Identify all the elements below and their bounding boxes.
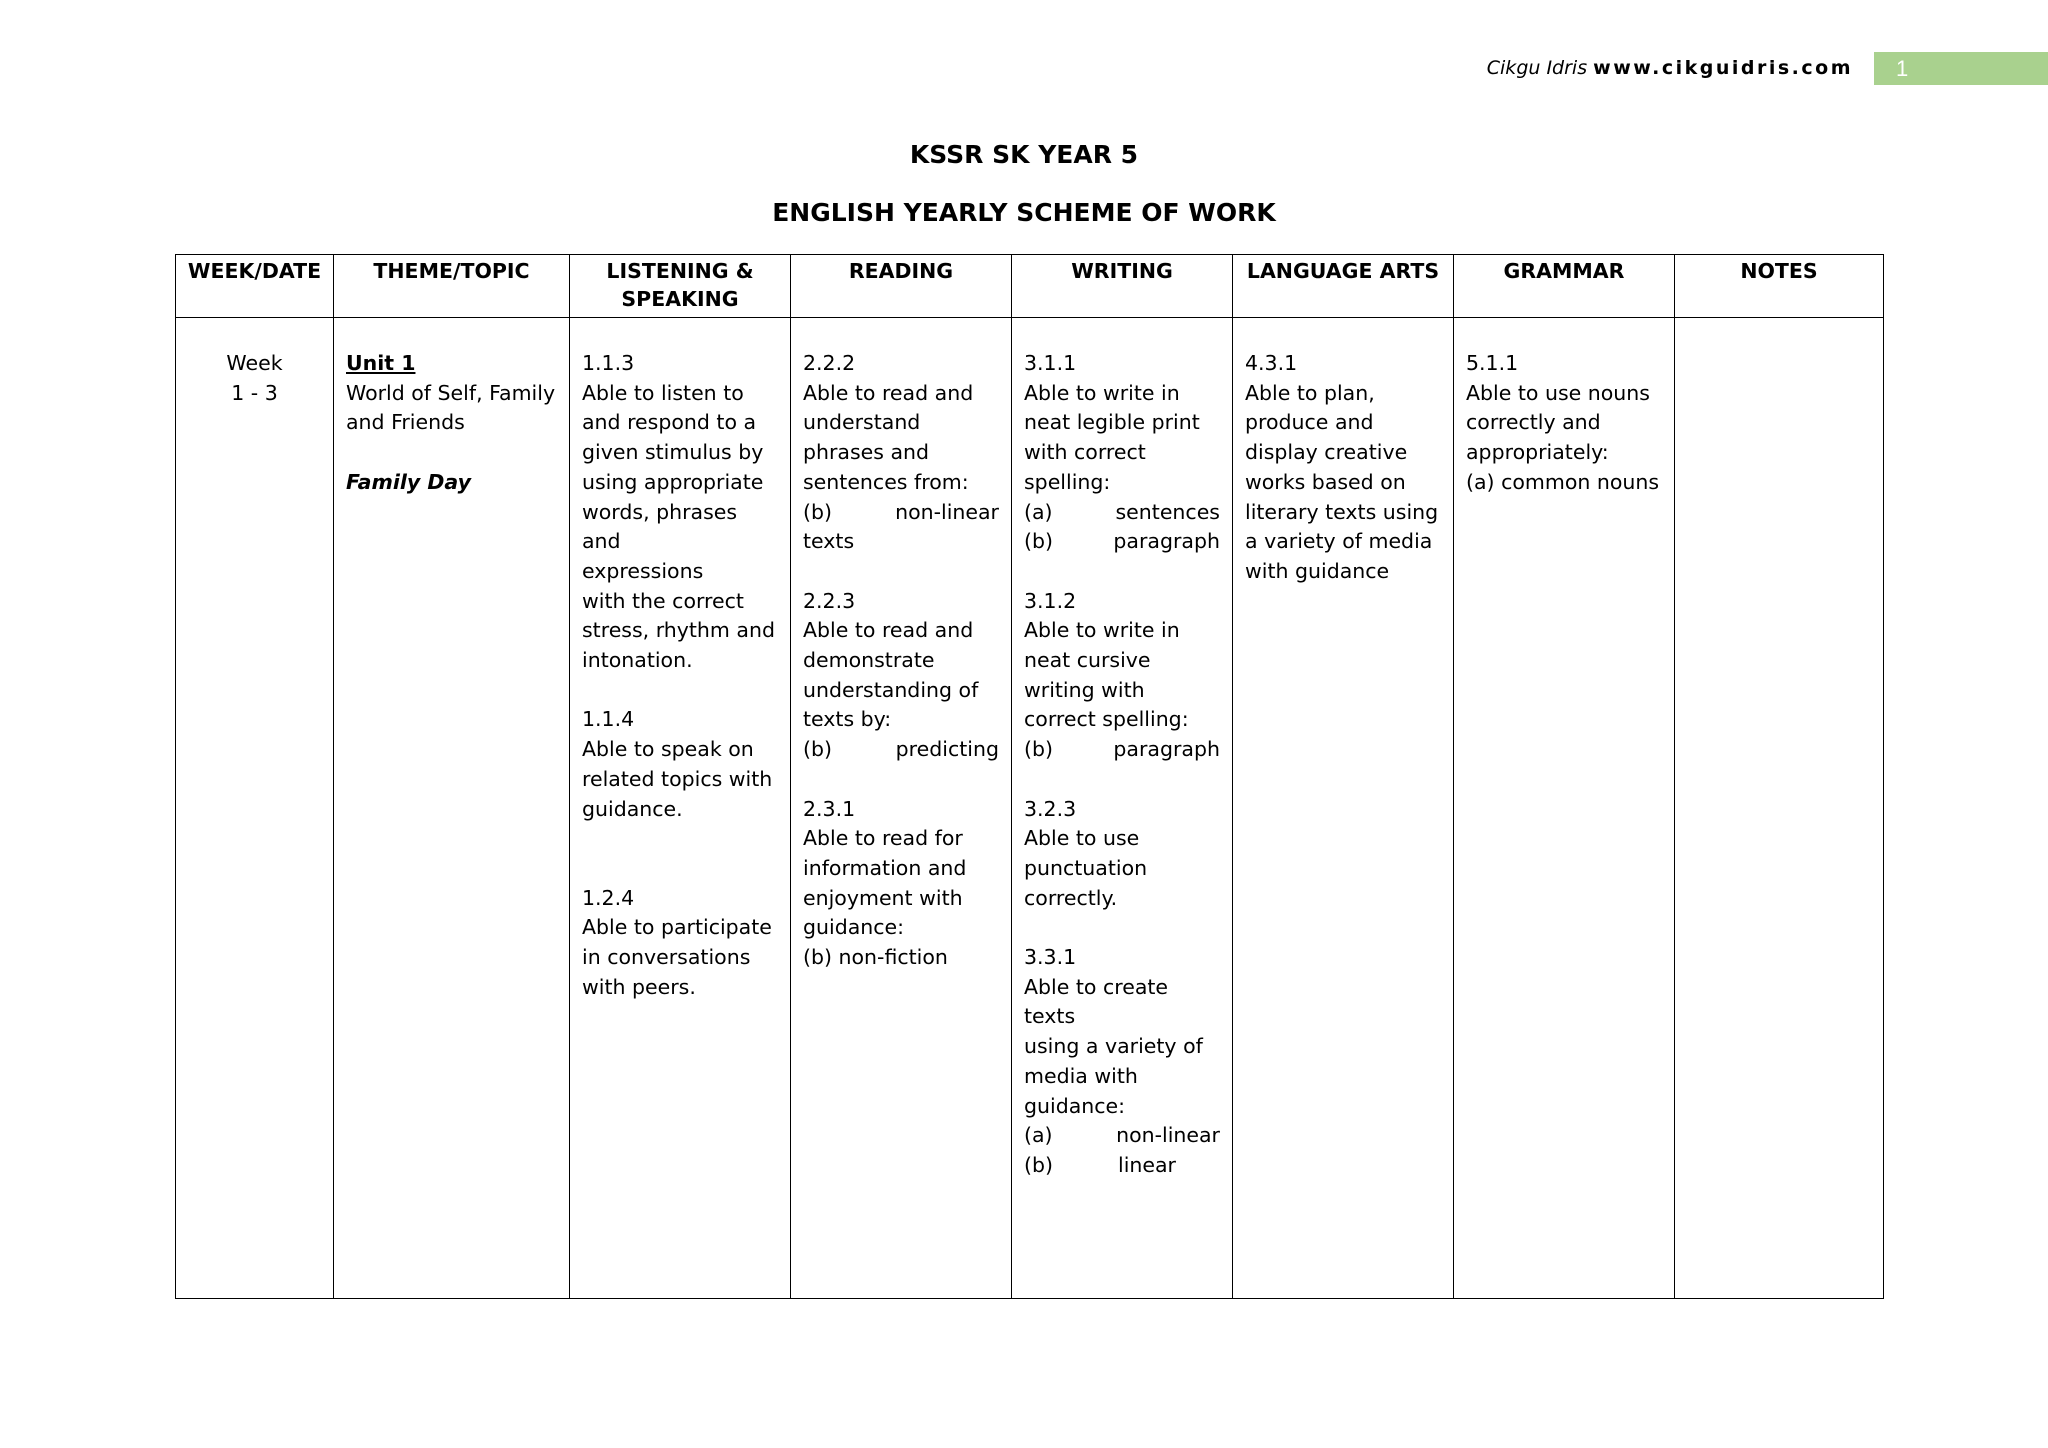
item-marker: (b) xyxy=(803,499,833,524)
header-listening-line2: SPEAKING xyxy=(621,287,739,311)
cell-reading xyxy=(791,318,1012,1299)
text-line: neat legible print xyxy=(1024,410,1200,435)
text-line: with guidance xyxy=(1245,558,1390,583)
website-text: www.cikguidris.com xyxy=(1593,57,1853,79)
text-line: Able to write in xyxy=(1024,618,1180,643)
table-header-row xyxy=(176,255,1884,318)
topic-title: Family Day xyxy=(346,469,471,494)
text-line: writing with xyxy=(1024,677,1145,702)
text-line: guidance. xyxy=(582,796,683,821)
text-line: phrases and xyxy=(803,440,930,465)
text-line: Able to plan, xyxy=(1245,380,1375,405)
text-line: understanding of xyxy=(803,677,979,702)
text-line: correctly and xyxy=(1466,410,1601,435)
item-text: non-linear xyxy=(1116,1123,1220,1148)
text-line: Able to use xyxy=(1024,826,1140,851)
item-text: paragraph xyxy=(1113,529,1220,554)
text-line: demonstrate xyxy=(803,648,935,673)
theme-line: and Friends xyxy=(346,410,465,435)
text-line: with the correct xyxy=(582,588,744,613)
author-name: Cikgu Idris xyxy=(1486,57,1588,79)
text-line: intonation. xyxy=(582,648,693,673)
text-line: stress, rhythm and xyxy=(582,618,775,643)
cell-week xyxy=(176,318,334,1299)
skill-code: 3.1.1 xyxy=(1024,351,1077,375)
header-listening xyxy=(570,255,791,318)
list-item xyxy=(1024,1151,1220,1181)
list-item xyxy=(803,735,999,765)
week-label: Week xyxy=(226,351,283,375)
item-marker: (b) xyxy=(1024,1152,1054,1177)
theme-line: World of Self, Family xyxy=(346,380,556,405)
cell-notes xyxy=(1675,318,1884,1299)
item-text: non-linear xyxy=(895,499,999,524)
text-line: with peers. xyxy=(582,974,696,999)
page-number-badge: 1 xyxy=(1874,52,2048,85)
text-line: expressions xyxy=(582,558,704,583)
skill-code: 3.1.2 xyxy=(1024,588,1077,613)
table-row xyxy=(176,318,1884,1299)
text-line: texts xyxy=(803,529,855,554)
header-week: WEEK/DATE xyxy=(176,255,334,318)
skill-code: 3.3.1 xyxy=(1024,945,1077,970)
item-text: linear xyxy=(1118,1152,1176,1177)
cell-grammar xyxy=(1454,318,1675,1299)
header-notes: NOTES xyxy=(1675,255,1884,318)
text-line: words, phrases and xyxy=(582,499,738,554)
cell-listening xyxy=(570,318,791,1299)
week-range: 1 - 3 xyxy=(231,380,278,405)
text-line: Able to read and xyxy=(803,380,974,405)
text-line: works based on xyxy=(1245,469,1406,494)
text-line: correctly. xyxy=(1024,885,1118,910)
header-listening-line1: LISTENING & xyxy=(606,259,754,283)
item-marker: (b) xyxy=(1024,529,1054,554)
text-line: using appropriate xyxy=(582,469,764,494)
skill-code: 4.3.1 xyxy=(1245,351,1298,375)
item-text: paragraph xyxy=(1113,737,1220,762)
item-marker: (b) xyxy=(803,737,833,762)
list-item xyxy=(1024,498,1220,528)
list-item xyxy=(1024,735,1220,765)
header-grammar: GRAMMAR xyxy=(1454,255,1675,318)
header-writing: WRITING xyxy=(1012,255,1233,318)
text-line: Able to use nouns xyxy=(1466,380,1650,405)
text-line: related topics with xyxy=(582,766,773,791)
cell-writing xyxy=(1012,318,1233,1299)
text-line: Able to read for xyxy=(803,826,963,851)
text-line: appropriately: xyxy=(1466,440,1609,465)
item-marker: (b) xyxy=(1024,737,1054,762)
text-line: sentences from: xyxy=(803,469,969,494)
unit-label: Unit 1 xyxy=(346,351,416,375)
page-header xyxy=(0,52,2048,86)
text-line: literary texts using xyxy=(1245,499,1439,524)
text-line: Able to write in xyxy=(1024,380,1180,405)
text-line: display creative xyxy=(1245,440,1408,465)
skill-code: 2.2.2 xyxy=(803,351,856,375)
text-line: Able to create texts xyxy=(1024,974,1169,1029)
text-line: understand xyxy=(803,410,921,435)
text-line: Able to read and xyxy=(803,618,974,643)
text-line: in conversations xyxy=(582,945,751,970)
text-line: given stimulus by xyxy=(582,440,764,465)
text-line: punctuation xyxy=(1024,855,1148,880)
text-line: texts by: xyxy=(803,707,892,732)
skill-code: 1.1.3 xyxy=(582,351,635,375)
header-reading: READING xyxy=(791,255,1012,318)
list-item xyxy=(1024,1121,1220,1151)
skill-code: 5.1.1 xyxy=(1466,351,1519,375)
skill-code: 2.3.1 xyxy=(803,796,856,821)
text-line: with correct xyxy=(1024,440,1146,465)
text-line: Able to listen to xyxy=(582,380,744,405)
header-author xyxy=(1487,57,1853,79)
item-text: sentences xyxy=(1115,499,1220,524)
document-subtitle: ENGLISH YEARLY SCHEME OF WORK xyxy=(772,198,1276,227)
header-language-arts: LANGUAGE ARTS xyxy=(1233,255,1454,318)
cell-theme xyxy=(334,318,570,1299)
item-marker: (a) xyxy=(1024,499,1053,524)
text-line: a variety of media xyxy=(1245,529,1433,554)
text-line: media with xyxy=(1024,1063,1138,1088)
text-line: correct spelling: xyxy=(1024,707,1189,732)
text-line: (a) common nouns xyxy=(1466,469,1660,494)
scheme-of-work-table xyxy=(175,254,1884,1299)
skill-code: 3.2.3 xyxy=(1024,796,1077,821)
list-item xyxy=(803,498,999,528)
item-text: predicting xyxy=(895,737,999,762)
text-line: guidance: xyxy=(803,915,905,940)
text-line: and respond to a xyxy=(582,410,757,435)
text-line: (b) non-fiction xyxy=(803,945,948,970)
skill-code: 1.2.4 xyxy=(582,885,635,910)
text-line: using a variety of xyxy=(1024,1034,1203,1059)
item-marker: (a) xyxy=(1024,1123,1053,1148)
skill-code: 1.1.4 xyxy=(582,707,635,732)
text-line: guidance: xyxy=(1024,1093,1126,1118)
document-title: KSSR SK YEAR 5 xyxy=(909,140,1139,169)
text-line: Able to speak on xyxy=(582,737,754,762)
header-theme: THEME/TOPIC xyxy=(334,255,570,318)
text-line: information and xyxy=(803,855,967,880)
text-line: produce and xyxy=(1245,410,1374,435)
text-line: spelling: xyxy=(1024,469,1111,494)
text-line: neat cursive xyxy=(1024,648,1151,673)
cell-language-arts xyxy=(1233,318,1454,1299)
text-line: Able to participate xyxy=(582,915,772,940)
text-line: enjoyment with xyxy=(803,885,963,910)
list-item xyxy=(1024,527,1220,557)
skill-code: 2.2.3 xyxy=(803,588,856,613)
